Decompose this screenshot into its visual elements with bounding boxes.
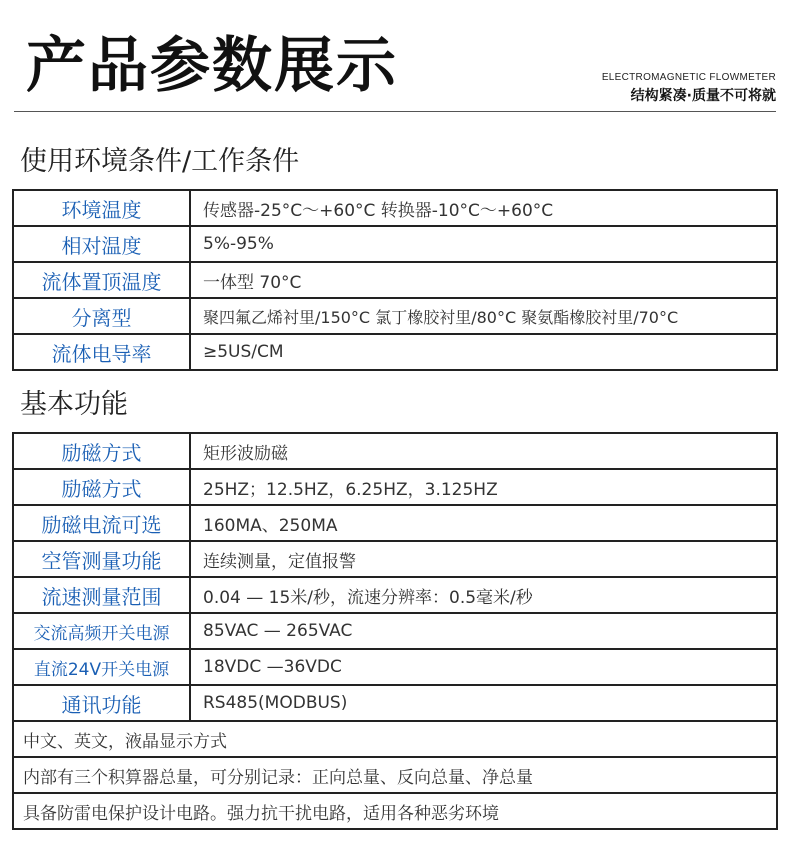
env-value-conductivity: ≥5US/CM [190,334,777,370]
environment-table [12,189,778,371]
func-label-dc-power: 直流24V开关电源 [13,649,190,685]
env-label-conductivity: 流体电导率 [13,334,190,370]
env-value-relative-temp: 5%-95% [190,226,777,262]
func-label-communication: 通讯功能 [13,685,190,721]
func-value-ac-power: 85VAC — 265VAC [190,613,777,649]
table-row [13,334,777,370]
func-value-communication: RS485(MODBUS) [190,685,777,721]
table-row [13,190,777,226]
env-label-ambient-temp: 环境温度 [13,190,190,226]
env-value-separate-type: 聚四氟乙烯衬里/150°C 氯丁橡胶衬里/80°C 聚氨酯橡胶衬里/70°C [190,298,777,334]
func-value-empty-pipe: 连续测量，定值报警 [190,541,777,577]
table-row [13,469,777,505]
table-row [13,793,777,829]
table-row [13,433,777,469]
table-row [13,226,777,262]
env-label-relative-temp: 相对温度 [13,226,190,262]
subtitle-english: ELECTROMAGNETIC FLOWMETER [601,72,776,83]
table-row [13,262,777,298]
env-label-separate-type: 分离型 [13,298,190,334]
env-label-fluid-temp: 流体置顶温度 [13,262,190,298]
func-value-excitation-current: 160MA、250MA [190,505,777,541]
table-row [13,505,777,541]
func-label-excitation-mode: 励磁方式 [13,433,190,469]
func-label-excitation-current: 励磁电流可选 [13,505,190,541]
table-row [13,541,777,577]
table-row [13,649,777,685]
func-label-empty-pipe: 空管测量功能 [13,541,190,577]
func-label-velocity-range: 流速测量范围 [13,577,190,613]
table-row [13,613,777,649]
table-row [13,757,777,793]
func-value-velocity-range: 0.04 — 15米/秒，流速分辨率：0.5毫米/秒 [190,577,777,613]
func-note-display: 中文、英文，液晶显示方式 [13,721,777,757]
functions-heading: 基本功能 [20,389,128,420]
func-value-dc-power: 18VDC —36VDC [190,649,777,685]
env-value-ambient-temp: 传感器-25°C～+60°C 转换器-10°C～+60°C [190,190,777,226]
env-value-fluid-temp: 一体型 70°C [190,262,777,298]
table-row [13,577,777,613]
func-note-totalizers: 内部有三个积算器总量，可分别记录：正向总量、反向总量、净总量 [13,757,777,793]
table-row [13,685,777,721]
func-label-excitation-frequency: 励磁方式 [13,469,190,505]
page-title: 产品参数展示 [26,31,398,101]
table-row [13,721,777,757]
func-value-excitation-frequency: 25HZ；12.5HZ，6.25HZ，3.125HZ [190,469,777,505]
func-label-ac-power: 交流高频开关电源 [13,613,190,649]
table-row [13,298,777,334]
title-divider [14,111,776,112]
subtitle-chinese: 结构紧凑·质量不可将就 [630,88,776,104]
environment-heading: 使用环境条件/工作条件 [20,146,300,177]
functions-table [12,432,778,830]
func-value-excitation-mode: 矩形波励磁 [190,433,777,469]
func-note-protection: 具备防雷电保护设计电路。强力抗干扰电路，适用各种恶劣环境 [13,793,777,829]
